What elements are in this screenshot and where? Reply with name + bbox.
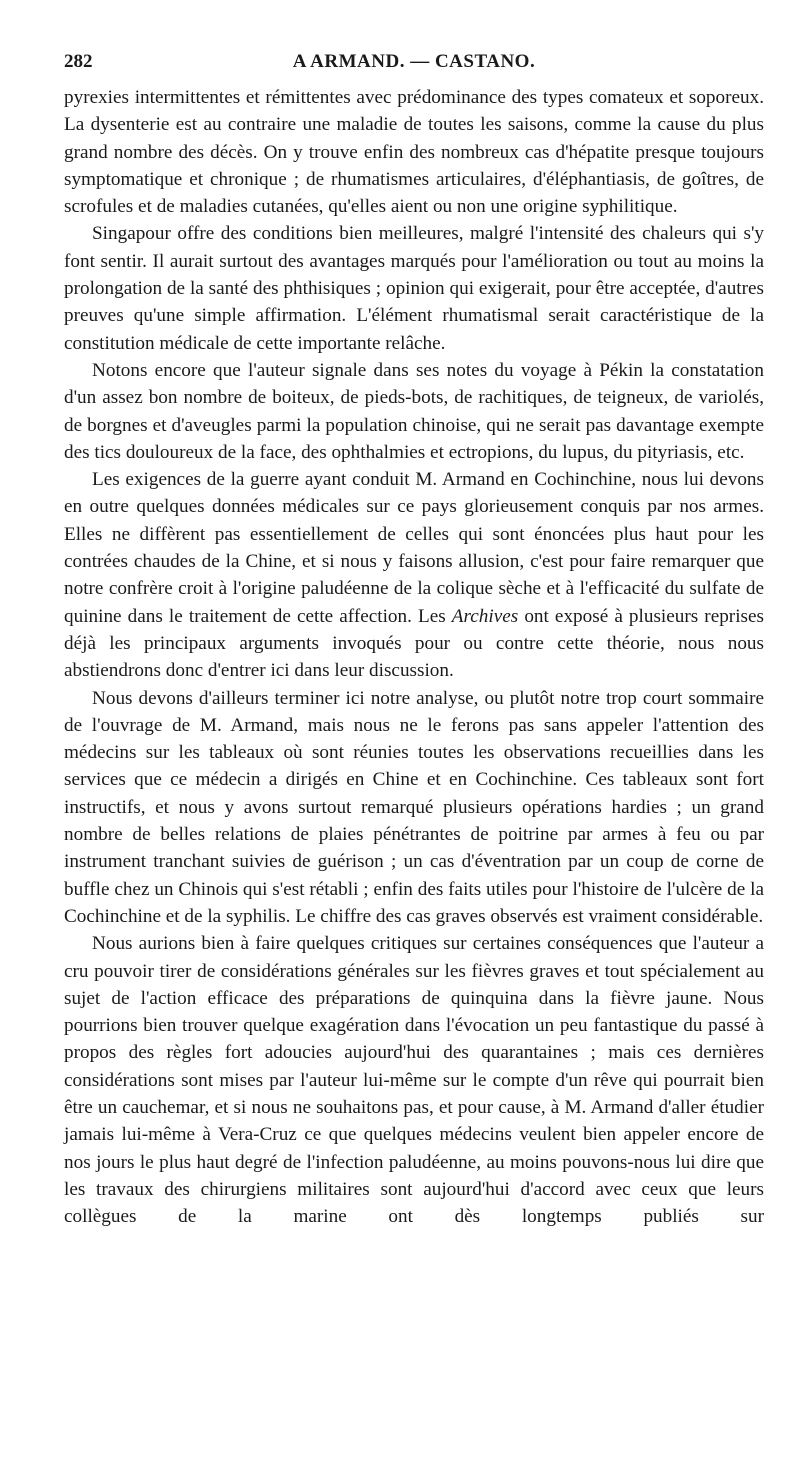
page-header xyxy=(64,48,764,84)
paragraph-tableaux: Nous devons d'ailleurs terminer ici notre analyse, ou plutôt notre trop court sommaire de l'ouvrage de M. Armand, mais nous ne le ferons pas sans appeler l'attention des médecins sur les tableaux où sont réunies toutes les observations recueillies dans les services que ce médecin a dirigés en Chine et en Cochinchine. Ces tableaux sont fort instructifs, et nous y avons surtout remarqué plusieurs opérations hardies ; un grand nombre de belles relations de plaies pénétrantes de poitrine par armes à feu ou par instrument tranchant suivies de guérison ; un cas d'éventration par un coup de corne de buffle chez un Chinois qui s'est rétabli ; enfin des faits utiles pour l'histoire de l'ulcère de la Cochinchine et de la syphilis. Le chiffre des cas graves observés est vraiment considérable. xyxy=(64,687,764,927)
paragraph-pekin: Notons encore que l'auteur signale dans ses notes du voyage à Pékin la constatation d'un assez bon nombre de boiteux, de pieds-bots, de rachitiques, de teigneux, de variolés, de borgnes et d'aveugles parmi la population chinoise, qui ne serait pas davantage exempte des tics douloureux de la face, des ophthalmies et ectropions, du lupus, du pityriasis, etc. xyxy=(64,359,764,463)
paragraph-singapour: Singapour offre des conditions bien meilleures, malgré l'intensité des chaleurs qui s'y font sentir. Il aurait surtout des avantages marqués pour l'amélioration ou tout au moins la prolongation de la santé des phthisiques ; opinion qui exigerait, pour être acceptée, d'autres preuves qu'une simple affirmation. L'élément rhumatismal serait caractéristique de la constitution médicale de cette importante relâche. xyxy=(64,223,764,354)
page-number: 282 xyxy=(64,51,93,72)
journal-title-archives: Archives xyxy=(451,605,519,627)
body-text xyxy=(64,84,764,1230)
paragraph-critiques: Nous aurions bien à faire quelques critiques sur certaines conséquences que l'auteur a cru pouvoir tirer de considérations générales sur les fièvres graves et tout spécialement au sujet de l'action efficace des préparations de quinquina dans la fièvre jaune. Nous pourrions bien trouver quelque exagération dans l'évocation un peu fantastique du passé à propos des règles fort adoucies aujourd'hui des quarantaines ; mais ces dernières considérations sont mises par l'auteur lui-même sur le compte d'un rêve qui pourrait bien être un cauchemar, et si nous ne souhaitons pas, et pour cause, à M. Armand d'aller étudier jamais lui-même à Vera-Cruz ce que quelques médecins veulent bien appeler encore de nos jours le plus haut degré de l'infection paludéenne, au moins pouvons-nous lui dire que les travaux des chirurgiens militaires sont aujourd'hui d'accord avec ceux que leurs collègues de la marine ont dès longtemps publiés sur xyxy=(64,933,764,1228)
paragraph-continuation: pyrexies intermittentes et rémittentes avec prédominance des types comateux et soporeux. La dysenterie est au contraire une maladie de toutes les saisons, comme la cause du plus grand nombre des décès. On y trouve enfin des nombreux cas d'hépatite presque toujours symptomatique et chronique ; de rhumatismes articulaires, d'éléphantiasis, de goîtres, de scrofules et de maladies cutanées, qu'elles aient ou non une origine syphilitique. xyxy=(64,87,764,218)
running-head: A ARMAND. — CASTANO. xyxy=(292,51,536,72)
paragraph-cochinchine-text-2: ont exposé à plusieurs reprises déjà les principaux arguments invoqués pour ou contre cette théorie, nous nous abstiendrons donc d'entrer ici dans leur discussion. xyxy=(64,605,764,682)
page xyxy=(64,48,764,1230)
paragraph-cochinchine-text-1: Les exigences de la guerre ayant conduit M. Armand en Cochinchine, nous lui devons en outre quelques données médicales sur ce pays glorieusement conquis par nos armes. Elles ne diffèrent pas essentiellement de celles qui sont énoncées plus haut pour les contrées chaudes de la Chine, et si nous y faisons allusion, c'est pour faire remarquer que notre confrère croit à l'origine paludéenne de la colique sèche et à l'efficacité du sulfate de quinine dans le traitement de cette affection. Les xyxy=(64,469,764,627)
paragraph-cochinchine xyxy=(64,466,764,684)
